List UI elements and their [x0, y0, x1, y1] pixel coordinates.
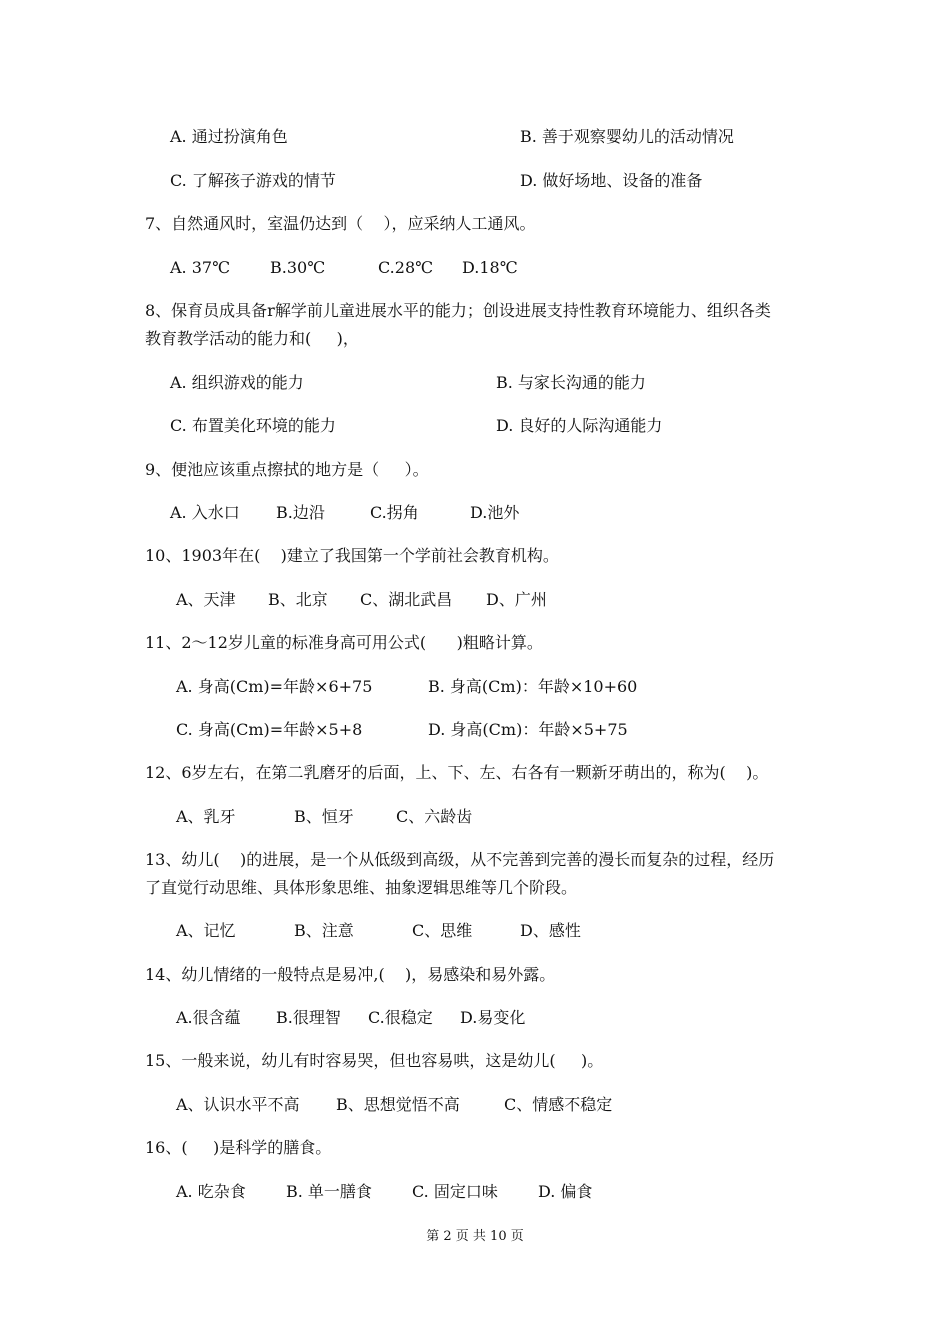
q10-option-a: A、天津: [176, 590, 236, 609]
q10-option-b: B、北京: [268, 590, 328, 609]
q7-option-d: D.18℃: [462, 258, 518, 277]
q11-option-a: A. 身高(Cm)=年龄×6+75: [176, 677, 373, 696]
q8-option-d: D. 良好的人际沟通能力: [496, 416, 663, 435]
q8-option-a: A. 组织游戏的能力: [170, 373, 304, 392]
q15-option-a: A、认识水平不高: [176, 1095, 300, 1114]
q13-option-b: B、注意: [294, 921, 354, 940]
q13-question-line2: 了直觉行动思维、具体形象思维、抽象逻辑思维等几个阶段。: [145, 878, 578, 897]
q16-option-a: A. 吃杂食: [176, 1182, 246, 1201]
q11-option-b: B. 身高(Cm)：年龄×10+60: [428, 677, 638, 696]
q12-option-c: C、六龄齿: [396, 807, 473, 826]
q12-option-a: A、乳牙: [176, 807, 236, 826]
q9-question: 9、便池应该重点擦拭的地方是（ ）。: [145, 460, 429, 479]
q11-question: 11、2～12岁儿童的标准身高可用公式( )粗略计算。: [145, 633, 543, 652]
q9-option-a: A. 入水口: [170, 503, 240, 522]
page-number-footer: 第 2 页 共 10 页: [426, 1229, 524, 1244]
q10-option-d: D、广州: [486, 590, 547, 609]
q16-option-d: D. 偏食: [538, 1182, 593, 1201]
q8-option-c: C. 布置美化环境的能力: [170, 416, 336, 435]
q6-option-b: B. 善于观察婴幼儿的活动情况: [520, 127, 734, 146]
q13-option-a: A、记忆: [176, 921, 236, 940]
q15-question: 15、一般来说，幼儿有时容易哭，但也容易哄，这是幼儿( )。: [145, 1051, 604, 1070]
q8-question-line2: 教育教学活动的能力和( )，: [145, 329, 359, 348]
q14-question: 14、幼儿情绪的一般特点是易冲,( )，易感染和易外露。: [145, 965, 556, 984]
q15-option-b: B、思想觉悟不高: [336, 1095, 460, 1114]
q9-option-c: C.拐角: [370, 503, 419, 522]
q10-question: 10、1903年在( )建立了我国第一个学前社会教育机构。: [145, 546, 559, 565]
q9-option-d: D.池外: [470, 503, 520, 522]
q6-option-a: A. 通过扮演角色: [170, 127, 288, 146]
q7-option-b: B.30℃: [270, 258, 326, 277]
q9-option-b: B.边沿: [276, 503, 325, 522]
q16-question: 16、( )是科学的膳食。: [145, 1138, 332, 1157]
q13-option-c: C、思维: [412, 921, 473, 940]
q6-option-d: D. 做好场地、设备的准备: [520, 171, 703, 190]
q10-option-c: C、湖北武昌: [360, 590, 453, 609]
q14-option-d: D.易变化: [460, 1008, 526, 1027]
q12-option-b: B、恒牙: [294, 807, 354, 826]
q8-question-line1: 8、保育员成具备r解学前儿童进展水平的能力；创设进展支持性教育环境能力、组织各类: [145, 301, 771, 320]
q14-option-a: A.很含蕴: [176, 1008, 241, 1027]
q7-option-c: C.28℃: [378, 258, 434, 277]
q6-option-c: C. 了解孩子游戏的情节: [170, 171, 336, 190]
q15-option-c: C、情感不稳定: [504, 1095, 613, 1114]
q16-option-c: C. 固定口味: [412, 1182, 498, 1201]
q7-option-a: A. 37℃: [170, 258, 230, 277]
q13-option-d: D、感性: [520, 921, 581, 940]
q13-question-line1: 13、幼儿( )的进展，是一个从低级到高级，从不完善到完善的漫长而复杂的过程，经历: [145, 850, 775, 869]
q7-question: 7、自然通风时，室温仍达到（ ），应采纳人工通风。: [145, 214, 536, 233]
q12-question: 12、6岁左右，在第二乳磨牙的后面，上、下、左、右各有一颗新牙萌出的，称为( )。: [145, 763, 769, 782]
q11-option-c: C. 身高(Cm)=年龄×5+8: [176, 720, 363, 739]
q14-option-b: B.很理智: [276, 1008, 341, 1027]
q11-option-d: D. 身高(Cm)：年龄×5+75: [428, 720, 628, 739]
q16-option-b: B. 单一膳食: [286, 1182, 372, 1201]
q8-option-b: B. 与家长沟通的能力: [496, 373, 646, 392]
q14-option-c: C.很稳定: [368, 1008, 433, 1027]
